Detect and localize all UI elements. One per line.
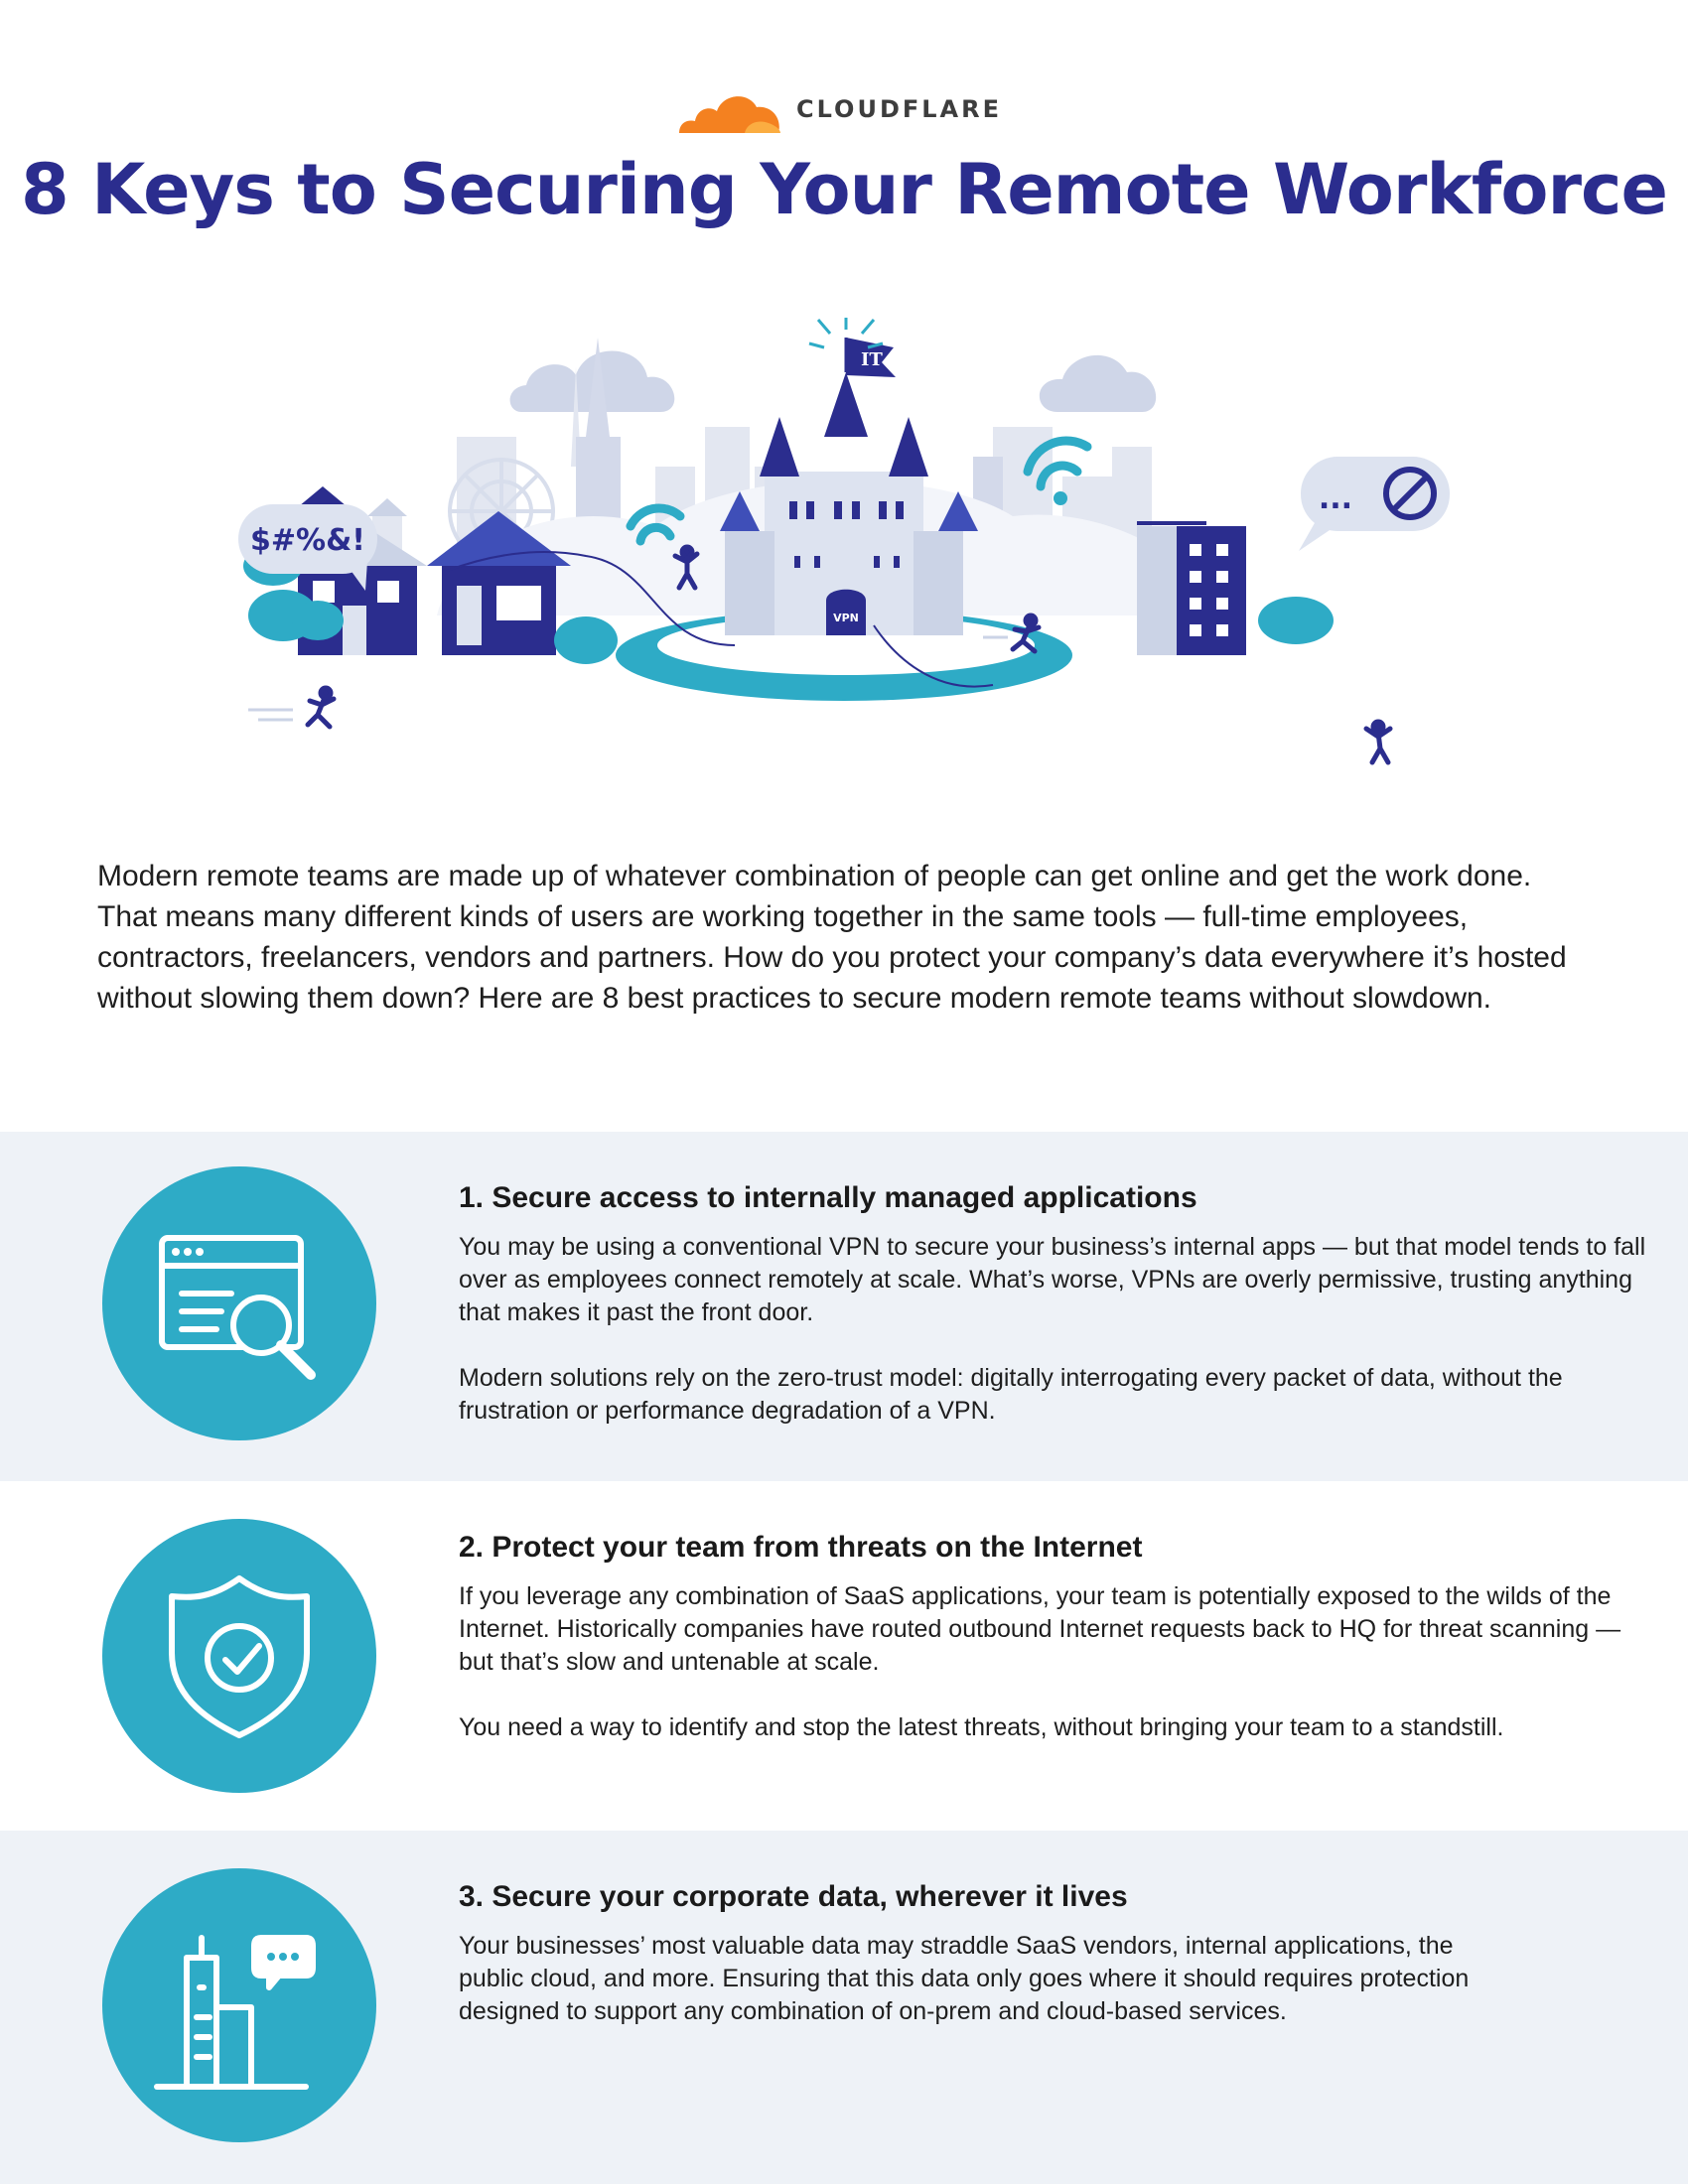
brand-name: CLOUDFLARE bbox=[796, 95, 1002, 123]
hero-illustration bbox=[238, 318, 1450, 794]
shield-check-icon bbox=[102, 1519, 376, 1793]
section-2-paragraph: You need a way to identify and stop the latest threats, without bringing your team to a standstill. bbox=[459, 1713, 1504, 1741]
speech-text-left: $#%&! bbox=[250, 523, 365, 558]
cloudflare-logo bbox=[675, 79, 1002, 139]
section-2-title: 2. Protect your team from threats on the Internet bbox=[459, 1531, 1143, 1564]
page-title: 8 Keys to Securing Your Remote Workforce bbox=[21, 149, 1667, 230]
browser-search-icon bbox=[102, 1166, 376, 1440]
section-1 bbox=[0, 1132, 1688, 1481]
intro-paragraph: Modern remote teams are made up of whatever combination of people can get online and get the work done. That means many different kinds of users are working together in the same tools — full-time employees, contractors, freelancers, vendors and partners. How do you protect your company’s data everywhere it’s hosted without slowing them down? Here are 8 best practices to secure modern remote teams without slowdown. bbox=[97, 860, 1567, 1015]
section-3 bbox=[0, 1831, 1688, 2184]
cloud-logo-icon bbox=[675, 83, 784, 135]
section-2-body bbox=[459, 1580, 1650, 1777]
section-3-icon-circle bbox=[102, 1868, 376, 2142]
section-1-paragraph: You may be using a conventional VPN to secure your business’s internal apps — but that model tends to fall over as employees connect remotely at scale. What’s worse, VPNs are overly permissive, trusting anything that makes it past the front door. bbox=[459, 1233, 1646, 1326]
flag-label: IT bbox=[861, 349, 883, 370]
section-1-body bbox=[459, 1231, 1650, 1460]
section-3-body bbox=[459, 1930, 1481, 2061]
buildings-chat-icon bbox=[102, 1868, 376, 2142]
section-1-icon-circle bbox=[102, 1166, 376, 1440]
section-1-paragraph: Modern solutions rely on the zero-trust model: digitally interrogating every packet of data, without the frustration or performance degradation of a VPN. bbox=[459, 1364, 1563, 1425]
section-1-title: 1. Secure access to internally managed applications bbox=[459, 1181, 1197, 1214]
section-3-title: 3. Secure your corporate data, wherever it lives bbox=[459, 1880, 1128, 1913]
section-2 bbox=[0, 1481, 1688, 1831]
section-2-paragraph: If you leverage any combination of SaaS applications, your team is potentially exposed to the wilds of the Internet. Historically companies have routed outbound Internet requests back to HQ for threat scanning — but that’s slow and untenable at scale. bbox=[459, 1582, 1621, 1676]
section-3-paragraph: Your businesses’ most valuable data may straddle SaaS vendors, internal applications, the public cloud, and more. Ensuring that this data only goes where it should requires protection designed to support any combination of on-prem and cloud-based services. bbox=[459, 1932, 1470, 2025]
speech-text-right: ... bbox=[1318, 481, 1353, 516]
gate-label: VPN bbox=[833, 612, 859, 624]
section-2-icon-circle bbox=[102, 1519, 376, 1793]
